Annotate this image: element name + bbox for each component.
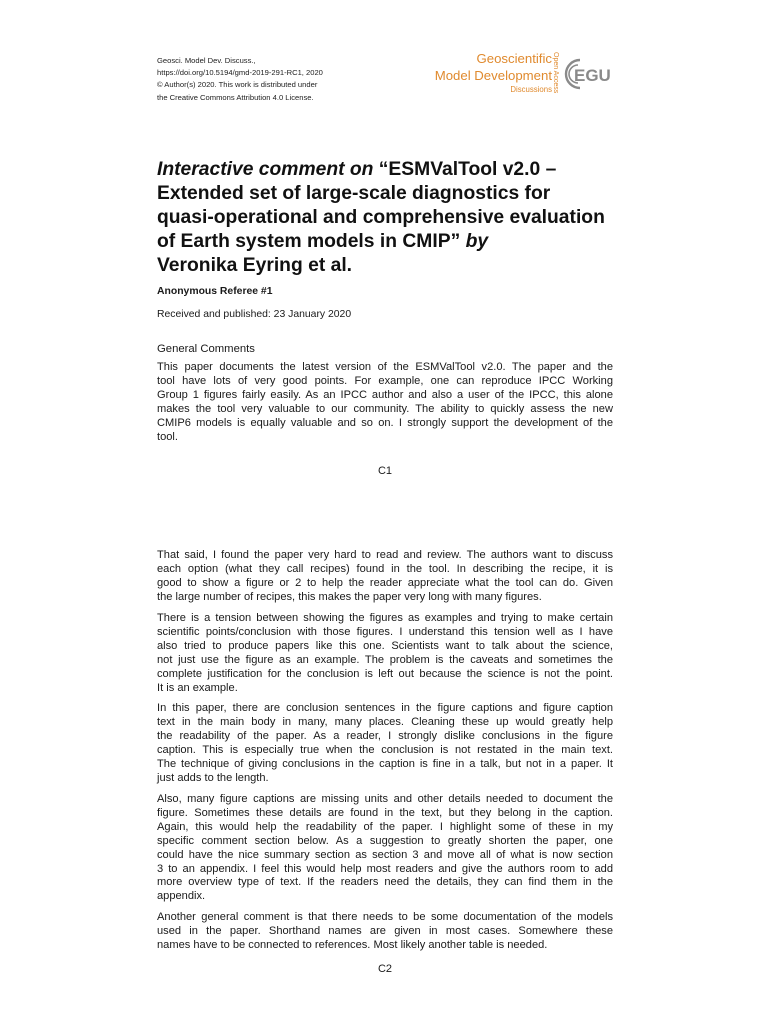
text-line: complete justification for the conclusion is left out because the science is not the point.: [157, 667, 613, 680]
text-line: It is an example.: [157, 681, 238, 694]
text-line: just adds to the length.: [157, 771, 269, 784]
journal-subtitle: Discussions: [510, 85, 552, 94]
text-line: more overview type of text. If the readers need the details, they can find them in the: [157, 876, 613, 889]
text-line: names have to be connected to references. Most likely another table is needed.: [157, 938, 548, 951]
text-line: the readability of the paper. As a reader, I strongly dislike conclusions in the figure: [157, 729, 613, 742]
citation-block: [157, 55, 397, 104]
text-line: This paper documents the latest version of the ESMValTool v2.0. The paper and the: [157, 361, 613, 373]
title-line-2: Extended set of large-scale diagnostics for: [157, 183, 551, 204]
text-line: 3 to an appendix. I feel this would help most readers and give the authors room to add: [157, 862, 613, 875]
paragraph-5: [157, 793, 613, 904]
text-line: The technique of giving conclusions in the caption is fine in a talk, but not in a paper. It: [157, 757, 613, 770]
text-line: That said, I found the paper very hard to read and review. The authors want to discuss: [157, 549, 613, 561]
text-line: tool have lots of very good points. For example, one can reproduce IPCC Working: [157, 374, 613, 387]
text-line: CMIP6 models is equally valuable and so on. I strongly support the development of the: [157, 416, 613, 429]
text-line: caption. This is especially true when the conclusion is not restated in the main text.: [157, 743, 613, 756]
page-title: [157, 158, 627, 278]
journal-name: [435, 50, 552, 84]
text-line: Group 1 figures fairly easily. As an IPCC author and also a user of the IPCC, this alone: [157, 388, 613, 401]
text-line: also tried to produce papers like this one. Scientists want to talk about the science,: [157, 639, 613, 652]
section-heading: General Comments: [157, 343, 255, 355]
page-number-c1: C1: [377, 465, 393, 477]
citation-line: https://doi.org/10.5194/gmd-2019-291-RC1, 2020: [157, 68, 323, 78]
paragraph-6: [157, 911, 613, 953]
paragraph-1: [157, 361, 613, 444]
text-line: Also, many figure captions are missing units and other details needed to document the: [157, 793, 613, 805]
citation-line: the Creative Commons Attribution 4.0 License.: [157, 92, 314, 102]
text-line: Again, this would help the readability of the paper. I highlight some of these in my: [157, 820, 613, 833]
citation-line: Geosci. Model Dev. Discuss.,: [157, 56, 256, 65]
text-line: specific comment section below. As a suggestion to greatly shorten the paper, one: [157, 834, 613, 847]
text-line: used in the paper. Shorthand names are given in most cases. Somewhere these: [157, 924, 613, 937]
title-authors: Veronika Eyring et al.: [157, 255, 353, 276]
text-line: figure. Sometimes these details are found in the text, but they belong in the caption.: [157, 806, 613, 819]
text-line: the large number of recipes, this makes the paper very long with many figures.: [157, 590, 542, 603]
egu-logo-icon: [563, 54, 619, 94]
text-line: scientific points/conclusion with those figures. I understand this tension well as I have: [157, 625, 613, 638]
page-number-c2: C2: [377, 963, 393, 975]
text-line: makes the tool very valuable to our community. The ability to quickly assess the new: [157, 402, 613, 415]
title-line-4: [157, 230, 627, 254]
text-line: There is a tension between showing the figures as examples and trying to make certain: [157, 612, 613, 624]
title-line-3: quasi-operational and comprehensive evaluation: [157, 207, 605, 228]
text-line: In this paper, there are conclusion sentences in the figure captions and figure caption: [157, 702, 613, 714]
journal-logo: [410, 50, 620, 102]
text-line: tool.: [157, 430, 178, 443]
egu-logo-text: EGU: [574, 66, 611, 85]
text-line: could have the nice summary section as section 3 and move all of what is now section: [157, 848, 613, 861]
text-line: appendix.: [157, 890, 206, 903]
title-line4-main: of Earth system models in CMIP”: [157, 231, 461, 252]
paragraph-3: [157, 612, 613, 695]
title-line1-rest: “ESMValTool v2.0 –: [373, 159, 557, 180]
title-by: by: [460, 231, 489, 252]
title-line-1: [157, 158, 627, 182]
text-line: text in the main body in many, many places. Cleaning these up would greatly help: [157, 715, 613, 728]
citation-line: © Author(s) 2020. This work is distributed under: [157, 80, 318, 90]
received-date: Received and published: 23 January 2020: [157, 309, 352, 320]
journal-name-line1: Geoscientific: [476, 51, 552, 66]
referee-label: Anonymous Referee #1: [157, 286, 273, 297]
text-line: each option (what they call recipes) found in the tool. In describing the recipe, it is: [157, 562, 613, 575]
title-prefix: Interactive comment on: [157, 159, 374, 180]
text-line: not just use the figure as an example. The problem is the caveats and sometimes the: [157, 653, 613, 666]
text-line: good to show a figure or 2 to help the reader appreciate what the tool can do. Given: [157, 576, 613, 589]
paragraph-4: [157, 702, 613, 785]
paragraph-2: [157, 549, 613, 605]
journal-name-line2: Model Development: [434, 68, 552, 83]
open-access-label: Open Access: [552, 52, 559, 94]
text-line: Another general comment is that there needs to be some documentation of the models: [157, 911, 613, 923]
